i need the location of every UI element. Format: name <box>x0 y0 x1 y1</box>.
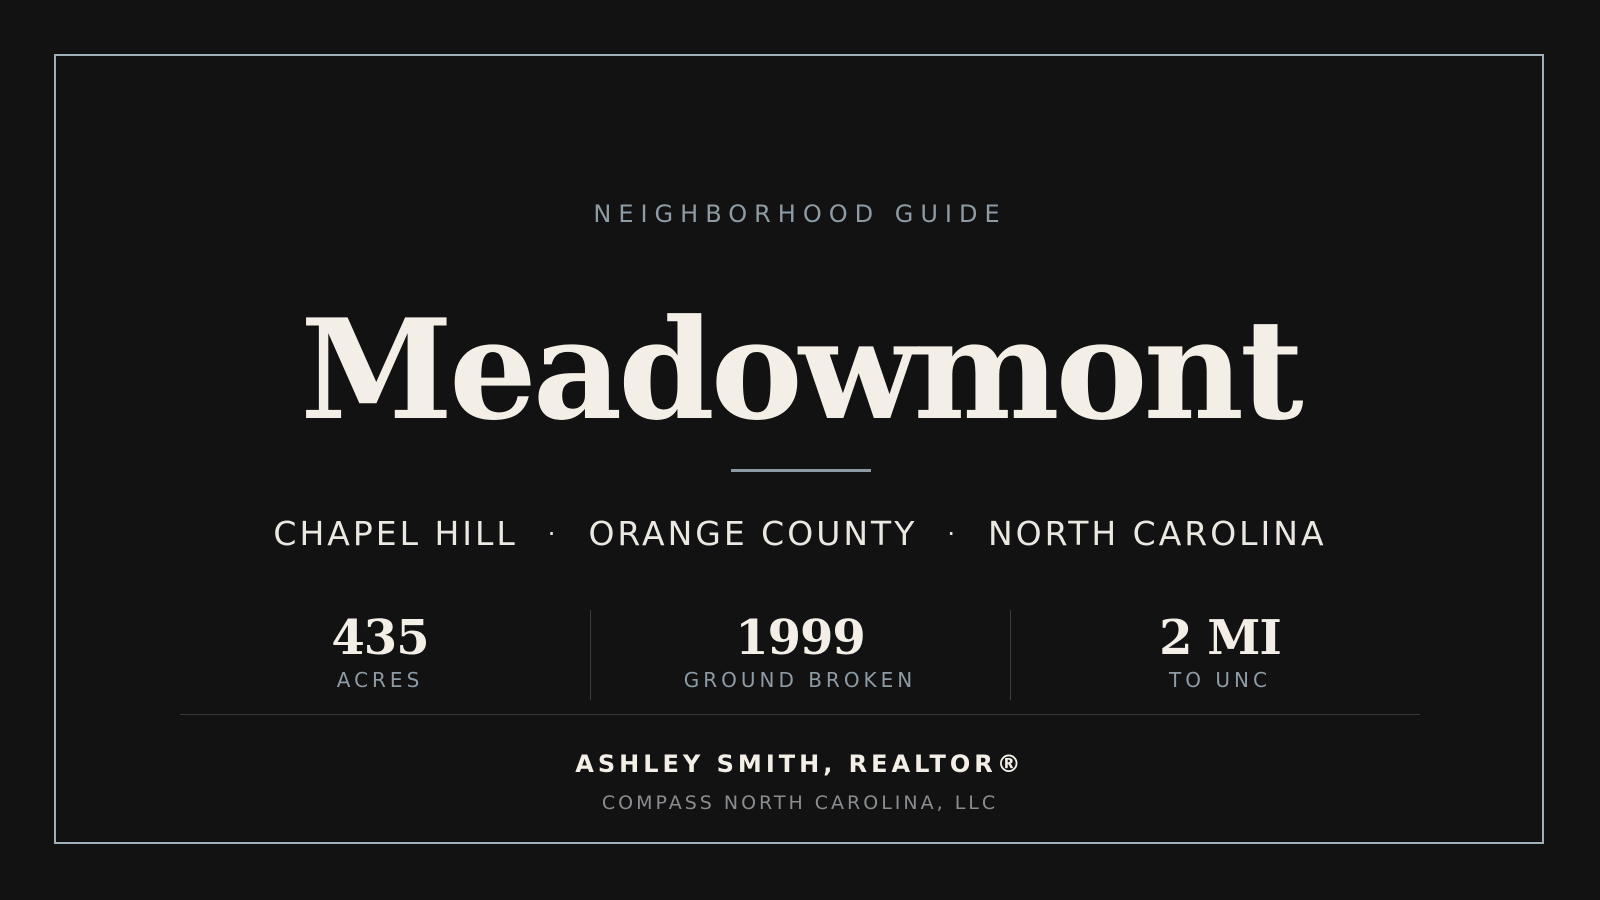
stats-bottom-divider <box>180 714 1420 715</box>
location-county: ORANGE COUNTY <box>588 514 918 553</box>
stat-value: 1999 <box>735 610 865 666</box>
section-kicker: NEIGHBORHOOD GUIDE <box>593 200 1007 228</box>
stat-label: GROUND BROKEN <box>683 668 917 692</box>
stat-divider <box>590 610 591 700</box>
title-underline-divider <box>731 469 871 472</box>
stat-divider <box>1010 610 1011 700</box>
stats-row <box>180 610 1420 714</box>
location-city: CHAPEL HILL <box>273 514 518 553</box>
stat-value: 2 MI <box>1159 610 1281 666</box>
location-state: NORTH CAROLINA <box>988 514 1327 553</box>
location-separator: · <box>547 520 559 548</box>
location-line <box>0 514 1600 554</box>
stat-label: TO UNC <box>1169 668 1271 692</box>
stat-value: 435 <box>331 610 429 666</box>
stat-ground-broken <box>600 610 1000 700</box>
neighborhood-title: Meadowmont <box>300 288 1300 451</box>
stat-label: ACRES <box>336 668 424 692</box>
stat-acres <box>180 610 580 700</box>
stat-distance <box>1020 610 1420 700</box>
brokerage-name: COMPASS NORTH CAROLINA, LLC <box>601 792 999 814</box>
agent-name: ASHLEY SMITH, REALTOR® <box>575 750 1025 778</box>
location-separator: · <box>947 520 958 548</box>
